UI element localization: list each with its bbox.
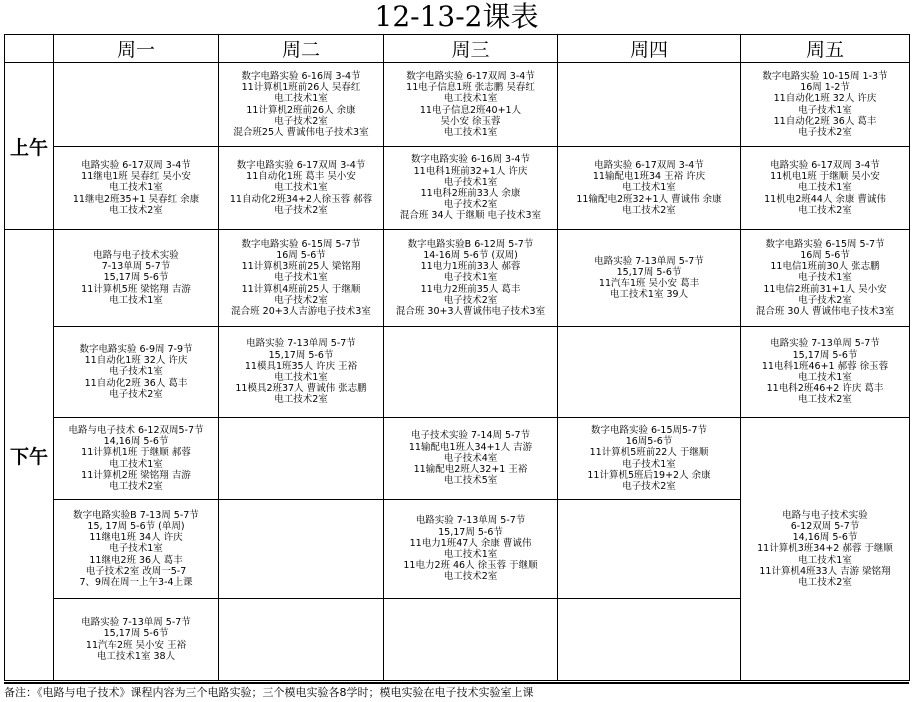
course-line: 电子技术1室 bbox=[622, 458, 676, 470]
course-line: 电路与电子技术实验 bbox=[93, 249, 179, 261]
course-line: 11继电1班 34人 许庆 bbox=[89, 532, 183, 544]
cell-mon-pm2 bbox=[54, 327, 219, 418]
course-line: 数字电路实验 6-17双周 3-4节 bbox=[406, 70, 535, 82]
row-pm1 bbox=[5, 230, 910, 327]
course-line: 11机电2班44人 余康 曹诚伟 bbox=[764, 193, 886, 205]
cell-thu-pm4 bbox=[558, 500, 741, 599]
course-line: 15,17周 5-6节 bbox=[792, 349, 858, 361]
course-line: 数字电路实验 10-15周 1-3节 bbox=[762, 70, 888, 82]
course-line: 电工技术1室 bbox=[798, 182, 852, 194]
course-line: 15,17周 5-6节 bbox=[268, 349, 334, 361]
day-header-mon: 周一 bbox=[54, 35, 219, 63]
course-line: 电子技术2室 bbox=[443, 294, 498, 306]
course-line: 16周 5-6节 bbox=[800, 249, 850, 261]
course-line: 电子技术实验 7-14周 5-7节 bbox=[410, 430, 531, 442]
course-line: 数字电路实验B 6-12周 5-7节 bbox=[407, 238, 534, 250]
course-line: 7、9周在周一上午3-4上课 bbox=[79, 577, 193, 588]
course-line: 电子技术2室 bbox=[798, 294, 852, 306]
cell-fri-am1 bbox=[741, 63, 910, 147]
course-line: 数字电路实验 6-16周 3-4节 bbox=[241, 70, 361, 82]
period-morning: 上午 bbox=[5, 63, 54, 230]
course-line: 11电科1班46+1 郝蓉 徐玉蓉 bbox=[761, 360, 889, 372]
cell-wed-pm1 bbox=[384, 230, 558, 327]
cell-mon-am1 bbox=[54, 63, 219, 147]
footer-note: 备注：《电路与电子技术》课程内容为三个电路实验；三个模电实验各8学时；模电实验在电子技术实验室上课 bbox=[4, 686, 534, 699]
course-line: 电路实验 6-17双周 3-4节 bbox=[81, 159, 191, 171]
course-line: 电工技术1室 bbox=[798, 372, 852, 383]
course-line: 11输配电2班32+1人 曹诚伟 余康 bbox=[576, 193, 722, 205]
course-line: 16周5-6节 bbox=[625, 436, 673, 448]
row-pm3 bbox=[5, 418, 910, 500]
cell-tue-am1 bbox=[219, 63, 384, 147]
course-line: 电路实验 7-13单周 5-7节 bbox=[246, 338, 356, 350]
course-line: 电路实验 6-17双周 3-4节 bbox=[770, 159, 880, 171]
course-line: 电子技术1室 bbox=[109, 543, 163, 555]
cell-thu-am1 bbox=[558, 63, 741, 147]
row-am2 bbox=[5, 147, 910, 230]
course-line: 电子技术1室 bbox=[443, 176, 498, 188]
course-line: 15, 17周 5-6节 (单周) bbox=[87, 520, 185, 532]
course-line: 电工技术1室 bbox=[274, 182, 328, 194]
course-line: 11电力1班前33人 郝蓉 bbox=[420, 261, 521, 273]
course-line: 数字电路实验 6-16周 3-4节 bbox=[410, 154, 531, 166]
course-line: 电工技术2室 bbox=[798, 204, 852, 216]
course-line: 电工技术1室 bbox=[443, 93, 498, 105]
course-line: 电工技术1室 bbox=[443, 126, 498, 138]
course-line: 11汽车2班 吴小安 王裕 bbox=[85, 639, 187, 651]
course-line: 电工技术2室 bbox=[798, 577, 852, 588]
course-line: 电子技术1室 bbox=[274, 272, 328, 284]
cell-wed-pm5 bbox=[384, 599, 558, 681]
header-row bbox=[5, 35, 910, 63]
course-line: 电路与电子技术实验 bbox=[782, 509, 868, 521]
course-line: 11计算机4班前25人 于继顺 bbox=[241, 283, 361, 295]
course-line: 电子技术1室 bbox=[109, 366, 163, 378]
course-line: 11计算机2班 梁铭翔 吉游 bbox=[81, 469, 191, 481]
course-line: 11继电2班 36人 葛丰 bbox=[89, 554, 183, 566]
cell-tue-pm1 bbox=[219, 230, 384, 327]
cell-wed-am2 bbox=[384, 147, 558, 230]
course-line: 15,17周 5-6节 bbox=[616, 266, 682, 278]
period-afternoon: 下午 bbox=[5, 230, 54, 681]
course-line: 14-16周 5-6节 (双周) bbox=[423, 249, 518, 261]
course-line: 电子技术2室 改周一5-7 bbox=[85, 565, 187, 577]
course-line: 电工技术1室 bbox=[109, 182, 163, 194]
course-line: 15,17周 5-6节 bbox=[438, 526, 503, 538]
course-line: 数字电路实验 6-15周5-7节 bbox=[590, 424, 708, 436]
course-line: 11电科2班46+2 许庆 葛丰 bbox=[766, 383, 884, 395]
course-line: 14,16周 5-6节 bbox=[103, 436, 169, 448]
course-line: 电工技术2室 bbox=[109, 480, 163, 492]
course-line: 11输配电1班人34+1人 吉游 bbox=[408, 441, 533, 453]
cell-tue-pm5 bbox=[219, 599, 384, 681]
course-line: 11模具1班35人 许庆 王裕 bbox=[244, 360, 358, 372]
course-line: 11计算机2班前26人 余康 bbox=[246, 104, 356, 116]
course-line: 11自动化1班 葛丰 吴小安 bbox=[246, 171, 356, 183]
course-line: 电工技术1室 bbox=[274, 93, 328, 105]
course-line: 11输配电1班34 王裕 许庆 bbox=[592, 171, 706, 183]
course-line: 11汽车1班 吴小安 葛丰 bbox=[598, 278, 700, 289]
course-line: 电子技术2室 bbox=[443, 199, 498, 211]
course-line: 电工技术1室 bbox=[622, 182, 676, 194]
course-line: 11计算机5班 梁铭翔 吉游 bbox=[81, 283, 191, 295]
course-line: 混合班25人 曹诚伟电子技术3室 bbox=[233, 126, 369, 138]
cell-tue-pm2 bbox=[219, 327, 384, 418]
course-line: 数字电路实验 6-9周 7-9节 bbox=[79, 343, 193, 355]
course-line: 电工技术1室 bbox=[443, 549, 498, 560]
course-line: 电工技术1室 bbox=[109, 458, 163, 470]
day-header-tue: 周二 bbox=[219, 35, 384, 63]
cell-fri-pm2 bbox=[741, 327, 910, 418]
course-line: 11自动化2班 36人 葛丰 bbox=[84, 377, 188, 389]
course-line: 11计算机5班后19+2人 余康 bbox=[587, 469, 711, 481]
course-line: 电工技术2室 bbox=[798, 394, 852, 406]
day-header-wed: 周三 bbox=[384, 35, 558, 63]
course-line: 11电信2班前31+1人 吴小安 bbox=[763, 283, 887, 295]
course-line: 混合班 30+3人曹诚伟电子技术3室 bbox=[395, 306, 546, 317]
course-line: 电工技术1室 39人 bbox=[609, 289, 689, 301]
cell-tue-am2 bbox=[219, 147, 384, 230]
course-line: 电路实验 7-13单周 5-7节 bbox=[415, 515, 526, 527]
course-line: 11计算机3班前25人 梁铭翔 bbox=[241, 261, 361, 273]
course-line: 11机电1班 于继顺 吴小安 bbox=[770, 171, 880, 183]
cell-fri-pm3 bbox=[741, 418, 910, 681]
course-line: 11自动化1班 32人 许庆 bbox=[84, 355, 188, 367]
course-line: 数字电路实验 6-17双周 3-4节 bbox=[236, 159, 366, 171]
course-line: 电工技术2室 bbox=[274, 394, 328, 406]
course-line: 电工技术2室 bbox=[443, 571, 498, 583]
day-header-thu: 周四 bbox=[558, 35, 741, 63]
cell-thu-pm1 bbox=[558, 230, 741, 327]
course-line: 电路实验 7-13单周 5-7节 bbox=[594, 255, 704, 267]
timetable bbox=[4, 34, 910, 681]
cell-wed-pm4 bbox=[384, 500, 558, 599]
cell-tue-pm3 bbox=[219, 418, 384, 500]
course-line: 11输配电2班人32+1 王裕 bbox=[413, 464, 528, 476]
course-line: 11计算机1班前26人 吴春红 bbox=[241, 82, 361, 94]
course-line: 6-12双周 5-7节 bbox=[790, 520, 860, 532]
course-line: 电子技术2室 bbox=[274, 204, 328, 216]
page-title: 12-13-2课表 bbox=[374, 0, 539, 33]
cell-mon-pm4 bbox=[54, 500, 219, 599]
course-line: 11电力2班前35人 葛丰 bbox=[420, 283, 521, 295]
course-line: 11电力2班 46人 徐玉蓉 于继顺 bbox=[403, 560, 538, 572]
course-line: 数字电路实验B 7-13周 5-7节 bbox=[73, 509, 199, 521]
course-line: 电子技术2室 bbox=[622, 480, 676, 492]
course-line: 11电子信息2班40+1人 bbox=[419, 104, 522, 116]
course-line: 15,17周 5-6节 bbox=[103, 272, 169, 284]
cell-wed-am1 bbox=[384, 63, 558, 147]
course-line: 11自动化2班34+2人徐玉蓉 郝蓉 bbox=[229, 193, 373, 205]
corner-cell bbox=[5, 35, 54, 63]
course-line: 电子技术2室 bbox=[274, 294, 328, 306]
course-line: 电路实验 6-17双周 3-4节 bbox=[594, 159, 704, 171]
course-line: 电子技术1室 bbox=[798, 104, 852, 116]
course-line: 混合班 34人 于继顺 电子技术3室 bbox=[399, 210, 542, 222]
course-line: 11电科2班前33人 余康 bbox=[420, 188, 521, 199]
course-line: 电路实验 7-13单周 5-7节 bbox=[770, 338, 880, 350]
course-line: 混合班 30人 曹诚伟电子技术3室 bbox=[755, 306, 895, 317]
cell-mon-am2 bbox=[54, 147, 219, 230]
course-line: 电工技术5室 bbox=[443, 475, 498, 487]
course-line: 11自动化2班 36人 葛丰 bbox=[773, 115, 877, 127]
course-line: 11继电2班35+1 吴春红 余康 bbox=[72, 193, 200, 205]
course-line: 电子技术4室 bbox=[443, 452, 498, 464]
cell-thu-pm2 bbox=[558, 327, 741, 418]
row-pm2 bbox=[5, 327, 910, 418]
course-line: 电工技术1室 bbox=[274, 372, 328, 383]
course-line: 11计算机4班33人 吉游 梁铭翔 bbox=[759, 565, 891, 577]
course-line: 电子技术1室 bbox=[443, 272, 498, 284]
course-line: 11电力1班47人 余康 曹诚伟 bbox=[409, 537, 532, 549]
course-line: 11电科1班前32+1人 许庆 bbox=[413, 165, 528, 177]
course-line: 电路实验 7-13单周 5-7节 bbox=[81, 617, 191, 629]
course-line: 电工技术1室 bbox=[109, 294, 163, 306]
course-line: 吴小安 徐玉蓉 bbox=[440, 115, 501, 127]
cell-mon-pm5 bbox=[54, 599, 219, 681]
cell-wed-pm3 bbox=[384, 418, 558, 500]
course-line: 电工技术2室 bbox=[109, 204, 163, 216]
cell-tue-pm4 bbox=[219, 500, 384, 599]
course-line: 电工技术2室 bbox=[622, 204, 676, 216]
cell-thu-pm3 bbox=[558, 418, 741, 500]
course-line: 11电子信息1班 张志鹏 吴春红 bbox=[406, 82, 535, 94]
course-line: 电路与电子技术 6-12双周5-7节 bbox=[68, 424, 204, 436]
course-line: 混合班 20+3人吉游电子技术3室 bbox=[231, 306, 371, 317]
course-line: 电工技术1室 bbox=[798, 554, 852, 566]
day-header-fri: 周五 bbox=[741, 35, 910, 63]
course-line: 11电信1班前30人 张志鹏 bbox=[770, 261, 880, 273]
course-line: 11计算机3班34+2 郝蓉 于继顺 bbox=[757, 543, 893, 555]
cell-fri-pm1 bbox=[741, 230, 910, 327]
cell-mon-pm1 bbox=[54, 230, 219, 327]
course-line: 16周 5-6节 bbox=[276, 249, 326, 261]
cell-mon-pm3 bbox=[54, 418, 219, 500]
course-line: 电子技术2室 bbox=[274, 115, 328, 127]
course-line: 数字电路实验 6-15周 5-7节 bbox=[765, 238, 885, 250]
course-line: 电子技术1室 bbox=[798, 272, 852, 284]
course-line: 11计算机5班前22人 于继顺 bbox=[589, 447, 709, 459]
course-line: 数字电路实验 6-15周 5-7节 bbox=[241, 238, 361, 250]
course-line: 11计算机1班 于继顺 郝蓉 bbox=[81, 447, 191, 459]
course-line: 14,16周 5-6节 bbox=[792, 532, 858, 544]
row-am1 bbox=[5, 63, 910, 147]
course-line: 电子技术2室 bbox=[798, 126, 852, 138]
course-line: 电子技术2室 bbox=[109, 388, 163, 400]
cell-wed-pm2 bbox=[384, 327, 558, 418]
course-line: 11模具2班37人 曹诚伟 张志鹏 bbox=[235, 383, 367, 395]
course-line: 7-13单周 5-7节 bbox=[101, 261, 171, 273]
cell-thu-pm5 bbox=[558, 599, 741, 681]
course-line: 15,17周 5-6节 bbox=[103, 628, 169, 640]
cell-thu-am2 bbox=[558, 147, 741, 230]
course-line: 11自动化1班 32人 许庆 bbox=[773, 93, 877, 105]
course-line: 16周 1-2节 bbox=[800, 82, 850, 94]
course-line: 11继电1班 吴春红 吴小安 bbox=[81, 171, 191, 183]
cell-fri-am2 bbox=[741, 147, 910, 230]
course-line: 电工技术1室 38人 bbox=[96, 650, 176, 662]
